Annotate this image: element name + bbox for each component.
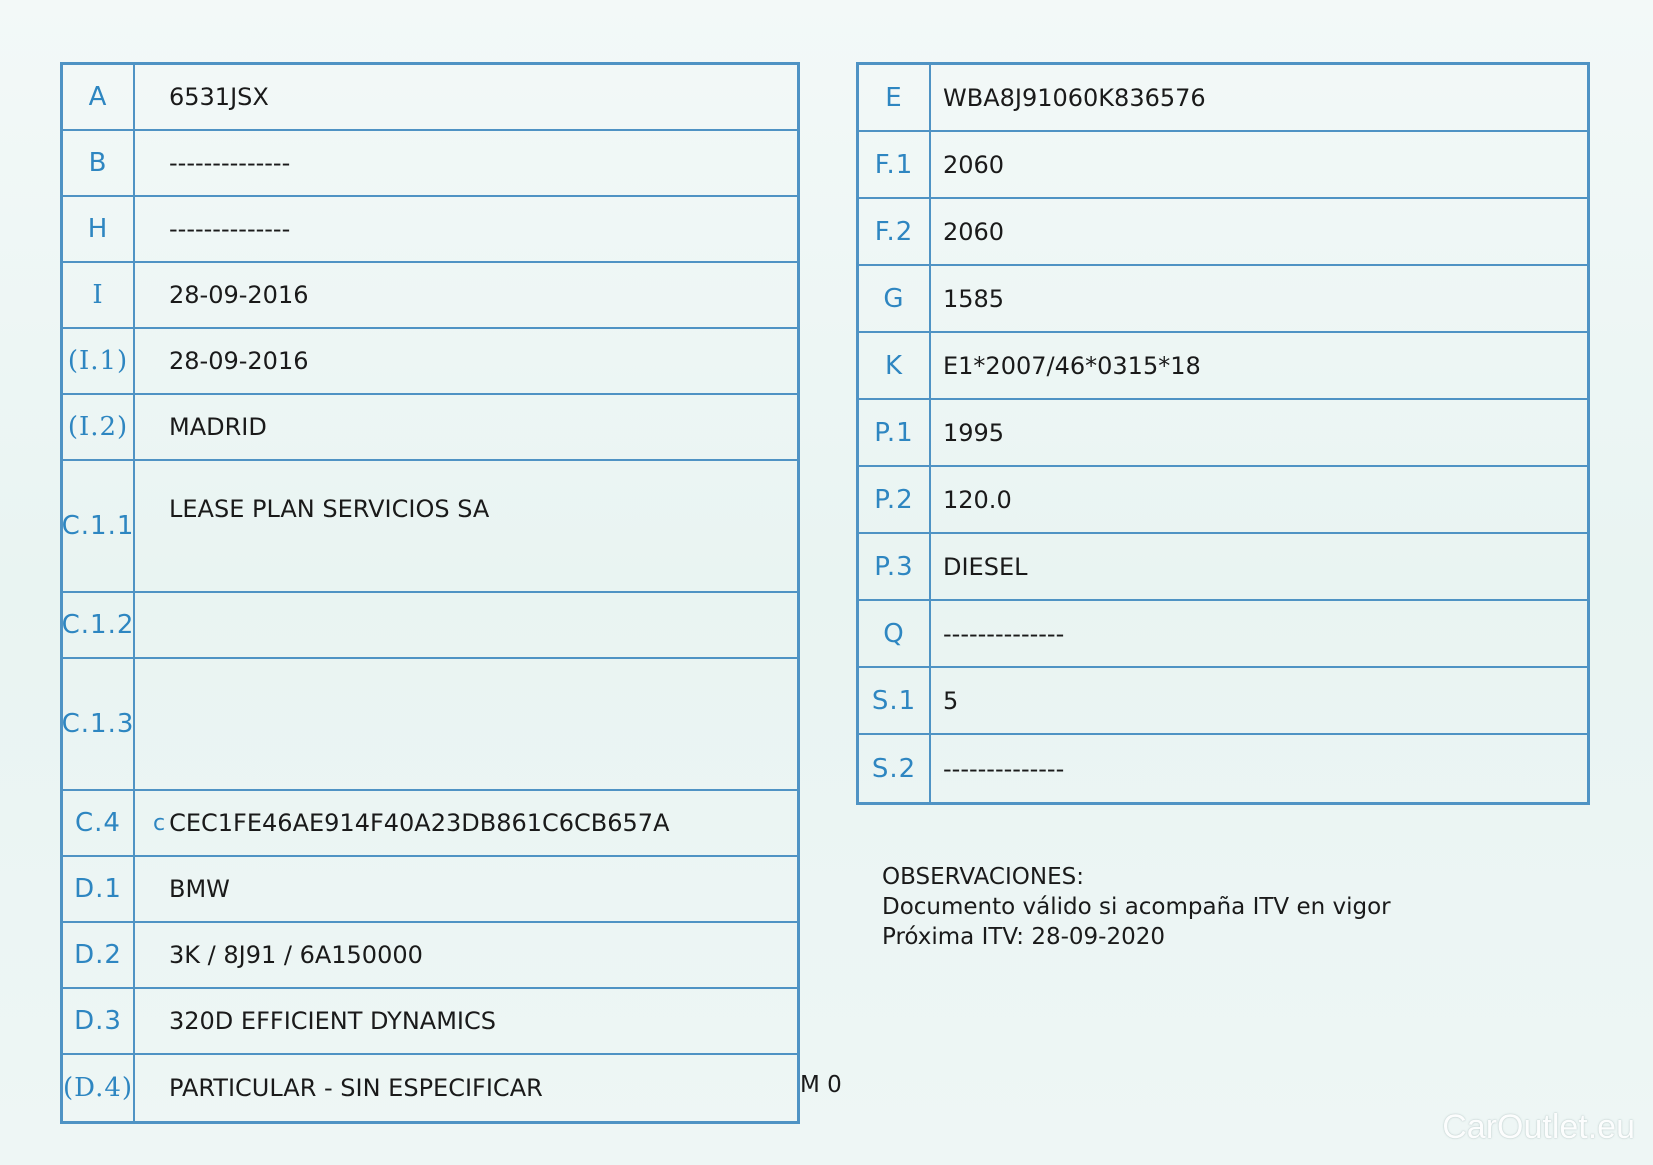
field-value-fuel: DIESEL [943, 552, 1028, 581]
field-code: D.3 [63, 989, 135, 1053]
field-value-owner: LEASE PLAN SERVICIOS SA [169, 495, 490, 523]
field-row-a [63, 65, 797, 131]
field-row-f2 [859, 199, 1587, 266]
hash-value: CEC1FE46AE914F40A23DB861C6CB657A [169, 809, 670, 837]
field-value: -------------- [943, 619, 1065, 648]
field-row-p3 [859, 534, 1587, 601]
field-code: F.1 [859, 132, 931, 197]
field-code: D.1 [63, 857, 135, 921]
observations-title: OBSERVACIONES: [882, 864, 1084, 890]
field-code: (I.2) [63, 395, 135, 459]
field-value-mass: 2060 [943, 217, 1005, 246]
field-row-g [859, 266, 1587, 333]
field-value-seats: 5 [943, 686, 959, 715]
field-code: H [63, 197, 135, 261]
field-row-p1 [859, 400, 1587, 467]
field-value: -------------- [943, 754, 1065, 783]
field-value [135, 659, 797, 789]
field-code: C.1.2 [63, 593, 135, 657]
observations-line: Próxima ITV: 28-09-2020 [882, 924, 1166, 950]
field-value: -------------- [169, 149, 291, 177]
document-mark: M 0 [800, 1072, 842, 1098]
field-row-p2 [859, 467, 1587, 534]
field-code: D.2 [63, 923, 135, 987]
field-row-b [63, 131, 797, 197]
field-value-date: 28-09-2016 [169, 347, 309, 375]
observations-block [882, 862, 1391, 952]
field-row-f1 [859, 132, 1587, 199]
field-row-c11 [63, 461, 797, 593]
field-row-c12 [63, 593, 797, 659]
watermark-logo: CarOutlet.eu [1442, 1108, 1635, 1146]
field-code: C.4 [63, 791, 135, 855]
field-row-h [63, 197, 797, 263]
field-code: S.2 [859, 735, 931, 802]
observations-line: Documento válido si acompaña ITV en vigor [882, 894, 1391, 920]
field-row-d4 [63, 1055, 797, 1121]
field-value-capacity: 1995 [943, 418, 1005, 447]
field-code: A [63, 65, 135, 129]
field-code: C.1.1 [63, 461, 135, 591]
field-code: Q [859, 601, 931, 666]
field-row-s2 [859, 735, 1587, 802]
field-code: C.1.3 [63, 659, 135, 789]
field-code: I [63, 263, 135, 327]
field-value-mass: 2060 [943, 150, 1005, 179]
field-value-make: BMW [169, 875, 230, 903]
field-value-type: 3K / 8J91 / 6A150000 [169, 941, 423, 969]
field-code: P.1 [859, 400, 931, 465]
field-code: G [859, 266, 931, 331]
field-value-place: MADRID [169, 413, 267, 441]
field-code: B [63, 131, 135, 195]
field-value-vin: WBA8J91060K836576 [943, 83, 1206, 112]
field-row-d2 [63, 923, 797, 989]
field-value-hash [135, 791, 797, 855]
field-row-q [859, 601, 1587, 668]
field-code: S.1 [859, 668, 931, 733]
field-value-date: 28-09-2016 [169, 281, 309, 309]
field-value-model: 320D EFFICIENT DYNAMICS [169, 1007, 496, 1035]
left-field-table [60, 62, 800, 1124]
field-row-e [859, 65, 1587, 132]
field-row-i [63, 263, 797, 329]
field-row-k [859, 333, 1587, 400]
hash-prefix: c [153, 810, 166, 836]
field-code: F.2 [859, 199, 931, 264]
field-code: P.2 [859, 467, 931, 532]
field-value [135, 593, 797, 657]
field-code: (D.4) [63, 1055, 135, 1121]
right-field-table [856, 62, 1590, 805]
field-value-power: 120.0 [943, 485, 1012, 514]
field-value: -------------- [169, 215, 291, 243]
field-code: K [859, 333, 931, 398]
field-row-s1 [859, 668, 1587, 735]
field-code: P.3 [859, 534, 931, 599]
field-code: (I.1) [63, 329, 135, 393]
field-row-i1 [63, 329, 797, 395]
field-row-c4 [63, 791, 797, 857]
field-row-d1 [63, 857, 797, 923]
field-row-d3 [63, 989, 797, 1055]
field-row-c13 [63, 659, 797, 791]
field-value-approval: E1*2007/46*0315*18 [943, 351, 1201, 380]
field-row-i2 [63, 395, 797, 461]
field-code: E [859, 65, 931, 130]
field-value-plate: 6531JSX [169, 83, 269, 111]
field-value-mass: 1585 [943, 284, 1005, 313]
field-value-usage: PARTICULAR - SIN ESPECIFICAR [169, 1074, 543, 1102]
